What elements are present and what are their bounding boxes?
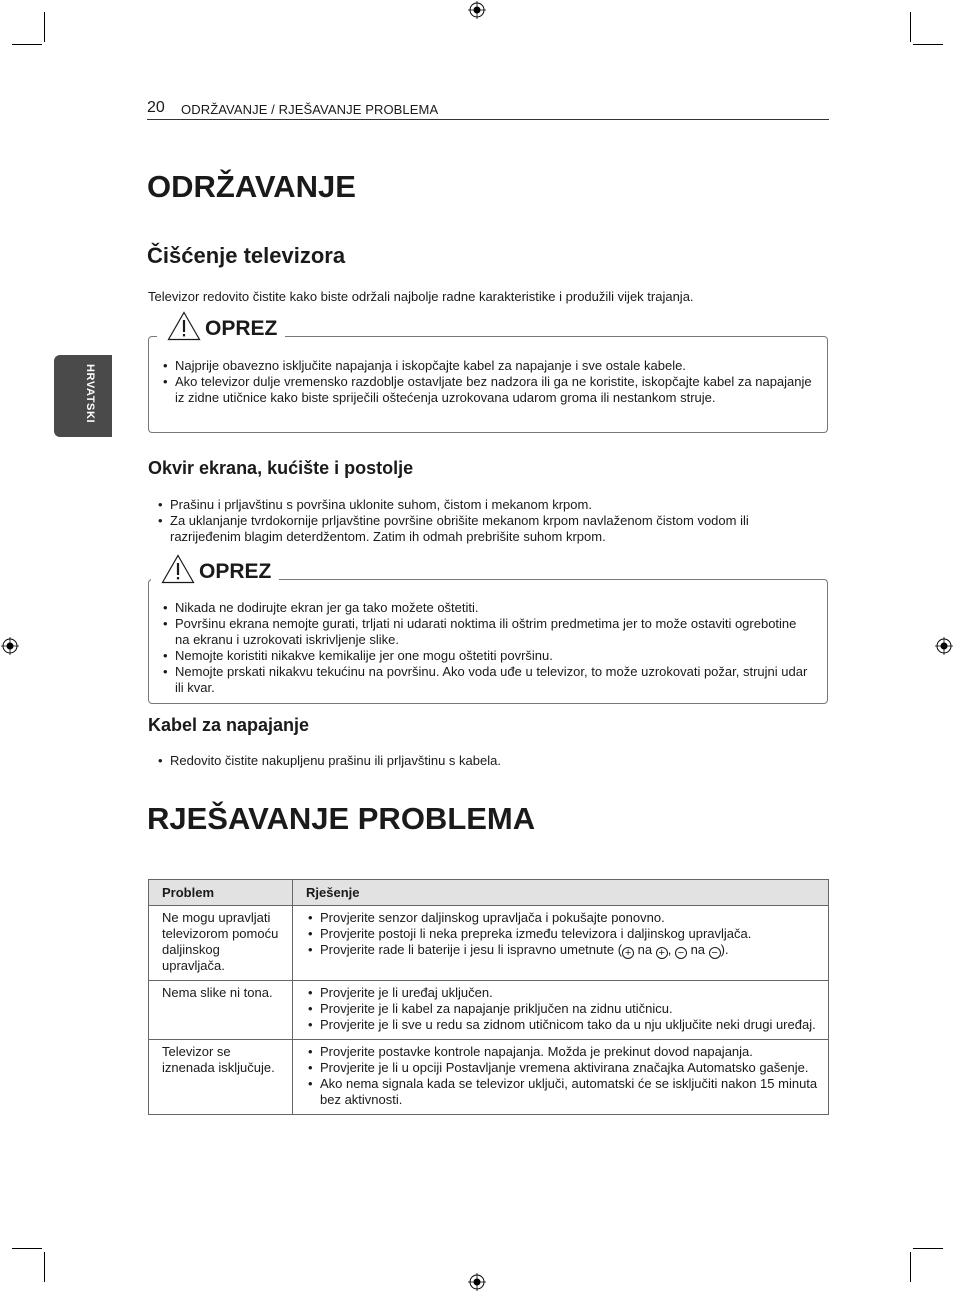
crop-mark bbox=[913, 1248, 943, 1249]
crop-mark bbox=[913, 44, 943, 45]
caution-box bbox=[148, 317, 828, 433]
battery-text: na bbox=[634, 942, 656, 957]
crop-mark bbox=[910, 12, 911, 42]
plus-terminal-icon: + bbox=[656, 947, 668, 959]
list-item: • Ako televizor dulje vremensko razdoblje ostavljate bez nadzora ili ga ne koristite, iskopčajte kabel za napajanje iz zidne utičnice kako biste spriječili oštećenja uzrokovana udarom groma ili nestankom struje. bbox=[162, 374, 813, 406]
list-item: • Za uklanjanje tvrdokornije prljavštine površine obrišite mekanom krpom navlaženom čistom vodom ili razrijeđenim blagim deterdžentom. Zatim ih odmah prebrišite suhom krpom. bbox=[157, 513, 823, 545]
list-item: • Provjerite je li uređaj uključen. bbox=[307, 985, 818, 1001]
crop-mark bbox=[12, 1248, 42, 1249]
troubleshooting-title: RJEŠAVANJE PROBLEMA bbox=[147, 801, 536, 836]
list-item: • Površinu ekrana nemojte gurati, trljati ni udarati noktima ili oštrim predmetima jer to može ostaviti ogrebotine na ekranu i uzrokovati iskrivljenje slike. bbox=[162, 616, 813, 648]
registration-mark-icon bbox=[468, 1, 486, 19]
column-header: Rješenje bbox=[293, 880, 829, 906]
frame-heading: Okvir ekrana, kućište i postolje bbox=[148, 458, 414, 478]
list-item: • Nikada ne dodirujte ekran jer ga tako možete oštetiti. bbox=[162, 600, 813, 616]
list-item: • Ako nema signala kada se televizor uključi, automatski će se isključiti nakon 15 minuta bez aktivnosti. bbox=[307, 1076, 818, 1108]
list-item: • Redovito čistite nakupljenu prašinu ili prljavštinu s kabela. bbox=[157, 753, 823, 769]
table-row bbox=[149, 981, 829, 1040]
solution-list bbox=[307, 910, 818, 959]
battery-text: ). bbox=[720, 942, 729, 957]
list-item: • Provjerite je li sve u redu sa zidnom utičnicom tako da u nju uključite neki drugi uređaj. bbox=[307, 1017, 818, 1033]
list-item: • Provjerite senzor daljinskog upravljača i pokušajte ponovno. bbox=[307, 910, 818, 926]
registration-mark-icon bbox=[468, 1273, 486, 1291]
list-item: • Prašinu i prljavštinu s površina uklonite suhom, čistom i mekanom krpom. bbox=[157, 497, 823, 513]
caution-header bbox=[151, 554, 279, 584]
registration-mark-icon bbox=[935, 637, 953, 655]
language-tab-label: HRVATSKI bbox=[84, 364, 96, 424]
solution-list bbox=[307, 1044, 818, 1108]
minus-terminal-icon: − bbox=[709, 947, 721, 959]
cleaning-intro: Televizor redovito čistite kako biste održali najbolje radne karakteristike i produžili vijek trajanja. bbox=[148, 289, 694, 304]
warning-triangle-icon bbox=[161, 554, 195, 584]
troubleshooting-table bbox=[148, 879, 829, 1115]
plus-terminal-icon: + bbox=[622, 947, 634, 959]
list-item: • Nemojte koristiti nikakve kemikalije jer one mogu oštetiti površinu. bbox=[162, 648, 813, 664]
solution-cell bbox=[293, 1040, 829, 1115]
header-rule bbox=[147, 119, 829, 120]
problem-cell: Nema slike ni tona. bbox=[149, 981, 293, 1040]
table-header-row bbox=[149, 880, 829, 906]
column-header: Problem bbox=[149, 880, 293, 906]
table-row bbox=[149, 906, 829, 981]
list-item: • Provjerite postoji li neka prepreka između televizora i daljinskog upravljača. bbox=[307, 926, 818, 942]
cable-list bbox=[157, 753, 823, 769]
solution-list bbox=[307, 985, 818, 1033]
list-item: • Nemojte prskati nikakvu tekućinu na površinu. Ako voda uđe u televizor, to može uzrokovati požar, strujni udar ili kvar. bbox=[162, 664, 813, 696]
caution-header bbox=[157, 311, 285, 341]
table-row bbox=[149, 1040, 829, 1115]
crop-mark bbox=[910, 1252, 911, 1282]
caution-label: OPREZ bbox=[205, 317, 278, 340]
cleaning-heading: Čišćenje televizora bbox=[147, 243, 346, 268]
problem-cell: Ne mogu upravljati televizorom pomoću daljinskog upravljača. bbox=[149, 906, 293, 981]
list-item: • Provjerite je li kabel za napajanje priključen na zidnu utičnicu. bbox=[307, 1001, 818, 1017]
caution-list bbox=[162, 600, 813, 696]
page-number: 20 bbox=[147, 99, 165, 116]
crop-mark bbox=[44, 1252, 45, 1282]
battery-text: Provjerite rade li baterije i jesu li ispravno umetnute ( bbox=[320, 942, 623, 957]
caution-list bbox=[162, 358, 813, 406]
problem-cell: Televizor se iznenada isključuje. bbox=[149, 1040, 293, 1115]
crop-mark bbox=[12, 44, 42, 45]
crop-mark bbox=[44, 12, 45, 42]
list-item bbox=[307, 942, 818, 959]
battery-text: na bbox=[686, 942, 709, 957]
caution-box bbox=[148, 560, 828, 704]
registration-mark-icon bbox=[1, 637, 19, 655]
solution-cell bbox=[293, 906, 829, 981]
language-tab bbox=[54, 355, 112, 437]
maintenance-title: ODRŽAVANJE bbox=[147, 169, 356, 204]
list-item: • Provjerite je li u opciji Postavljanje vremena aktivirana značajka Automatsko gašenje. bbox=[307, 1060, 818, 1076]
list-item: • Provjerite postavke kontrole napajanja. Možda je prekinut dovod napajanja. bbox=[307, 1044, 818, 1060]
warning-triangle-icon bbox=[167, 311, 201, 341]
battery-text: , bbox=[667, 942, 675, 957]
solution-cell bbox=[293, 981, 829, 1040]
minus-terminal-icon: − bbox=[675, 947, 687, 959]
running-title: ODRŽAVANJE / RJEŠAVANJE PROBLEMA bbox=[181, 102, 439, 117]
cable-heading: Kabel za napajanje bbox=[148, 715, 310, 735]
caution-label: OPREZ bbox=[199, 560, 272, 583]
frame-list bbox=[157, 497, 823, 545]
list-item: • Najprije obavezno isključite napajanja i iskopčajte kabel za napajanje i sve ostale kabele. bbox=[162, 358, 813, 374]
